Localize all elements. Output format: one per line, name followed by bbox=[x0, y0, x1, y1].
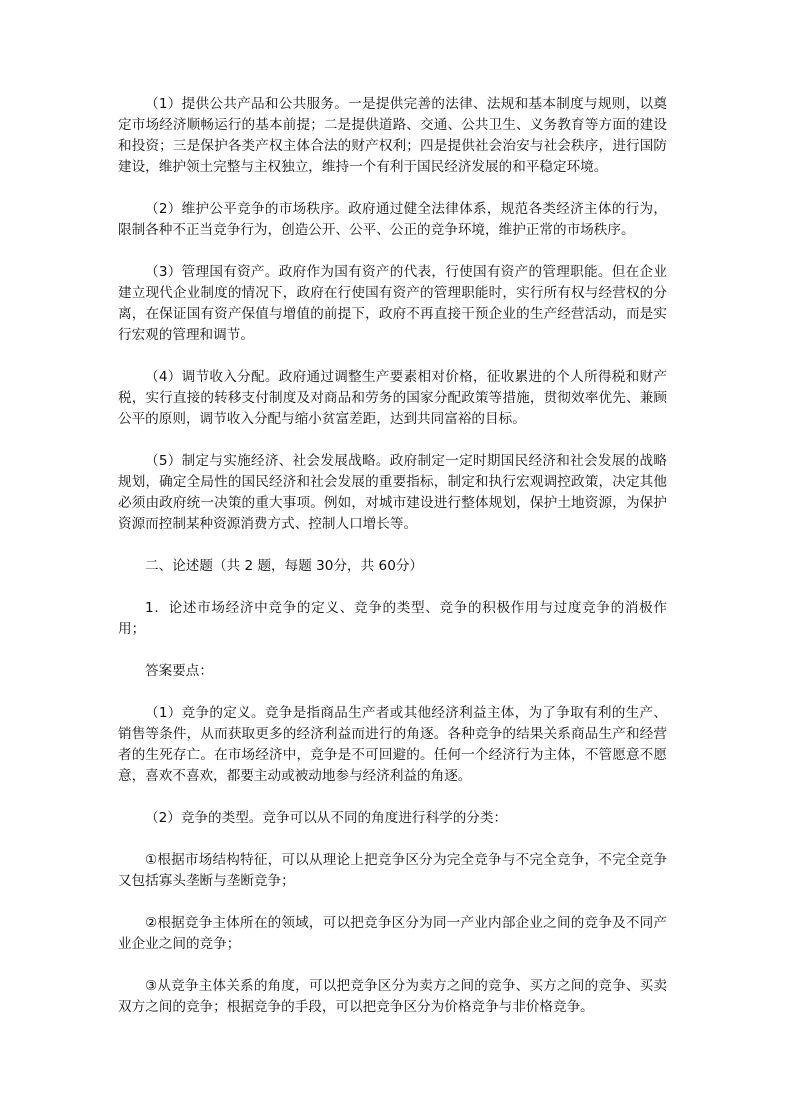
paragraph-fair-competition: （2）维护公平竞争的市场秩序。政府通过健全法律体系，规范各类经济主体的行为，限制各种不正当竞争行为，创造公开、公平、公正的竞争环境，维护正常的市场秩序。 bbox=[118, 201, 667, 238]
paragraph-development-strategy: （5）制定与实施经济、社会发展战略。政府制定一定时期国民经济和社会发展的战略规划，确定全局性的国民经济和社会发展的重要指标，制定和执行宏观调控政策，决定其他必须由政府统一决策的重大事项。例如，对城市建设进行整体规划，保护土地资源，为保护资源而控制某种资源消费方式、控制人口增长等。 bbox=[118, 453, 667, 532]
paragraph-public-goods: （1）提供公共产品和公共服务。一是提供完善的法律、法规和基本制度与规则，以奠定市场经济顺畅运行的基本前提；二是提供道路、交通、公共卫生、义务教育等方面的建设和投资；三是保护各类产权主体合法的财产权利；四是提供社会治安与社会秩序，进行国防建设，维护领土完整与主权独立，维持一个有利于国民经济发展的和平稳定环境。 bbox=[118, 96, 667, 175]
list-item-domain: ②根据竞争主体所在的领域，可以把竞争区分为同一产业内部企业之间的竞争及不同产业企业之间的竞争； bbox=[118, 915, 667, 952]
paragraph-competition-types: （2）竞争的类型。竞争可以从不同的角度进行科学的分类： bbox=[145, 810, 508, 826]
list-item-relationship: ③从竞争主体关系的角度，可以把竞争区分为卖方之间的竞争、买方之间的竞争、买卖双方之间的竞争；根据竞争的手段，可以把竞争区分为价格竞争与非价格竞争。 bbox=[118, 978, 667, 1015]
paragraph-income-distribution: （4）调节收入分配。政府通过调整生产要素相对价格，征收累进的个人所得税和财产税，实行直接的转移支付制度及对商品和劳务的国家分配政策等措施，贯彻效率优先、兼顾公平的原则，调节收入分配与缩小贫富差距，达到共同富裕的目标。 bbox=[118, 369, 667, 427]
paragraph-competition-definition: （1）竞争的定义。竞争是指商品生产者或其他经济利益主体，为了争取有利的生产、销售等条件，从而获取更多的经济利益而进行的角逐。各种竞争的结果关系商品生产和经营者的生死存亡。在市场经济中，竞争是不可回避的。任何一个经济行为主体，不管愿意不愿意，喜欢不喜欢，都要主动或被动地参与经济利益的角逐。 bbox=[118, 705, 667, 784]
question-1: 1．论述市场经济中竞争的定义、竞争的类型、竞争的积极作用与过度竞争的消极作用； bbox=[118, 600, 667, 637]
list-item-market-structure: ①根据市场结构特征，可以从理论上把竞争区分为完全竞争与不完全竞争，不完全竞争又包括寡头垄断与垄断竞争； bbox=[118, 852, 667, 889]
answer-key-label: 答案要点： bbox=[145, 663, 213, 679]
document-page bbox=[118, 94, 667, 1039]
section-heading-essay: 二、论述题（共 2 题，每题 30分，共 60分） bbox=[145, 558, 424, 574]
paragraph-state-assets: （3）管理国有资产。政府作为国有资产的代表，行使国有资产的管理职能。但在企业建立现代企业制度的情况下，政府在行使国有资产的管理职能时，实行所有权与经营权的分离，在保证国有资产保值与增值的前提下，政府不再直接干预企业的生产经营活动，而是实行宏观的管理和调节。 bbox=[118, 264, 667, 343]
